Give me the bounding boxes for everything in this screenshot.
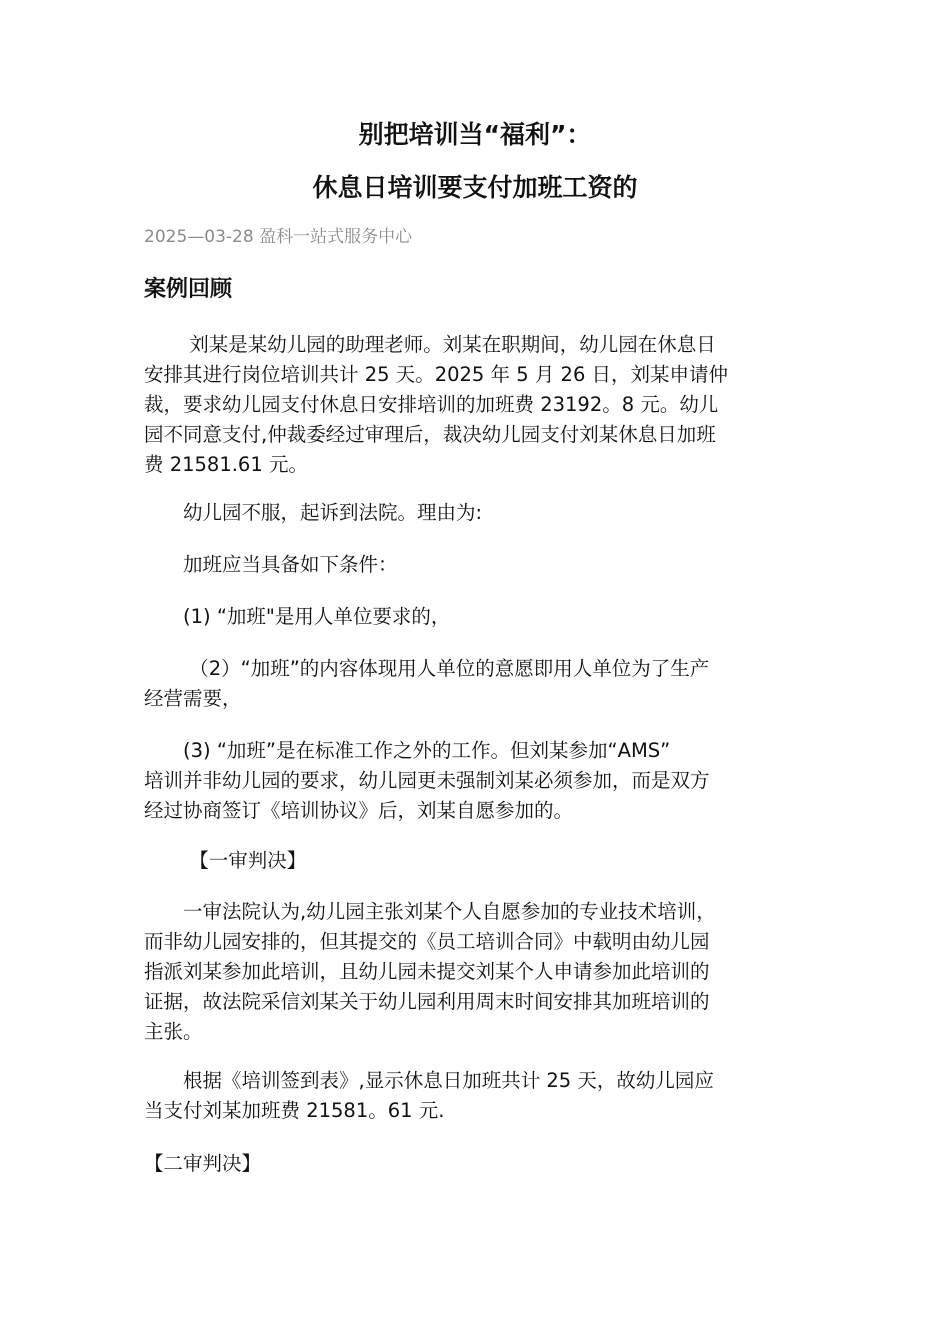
text-line: 根据《培训签到表》,显示休息日加班共计 25 天，故幼儿园应 (144, 1069, 714, 1092)
text-line: (1) “加班"是用人单位要求的， (144, 605, 451, 628)
text-line: 刘某是某幼儿园的助理老师。刘某在职期间，幼儿园在休息日 (144, 333, 716, 356)
text-line: 园不同意支付,仲裁委经过审理后，裁决幼儿园支付刘某休息日加班 (144, 423, 716, 446)
text-line: 经营需要， (144, 687, 242, 710)
heading-second-instance (144, 1149, 809, 1179)
text-line: 指派刘某参加此培训，且幼儿园未提交刘某个人申请参加此培训的 (144, 960, 710, 983)
text-line: 费 21581.61 元。 (144, 453, 308, 476)
text-line: 经过协商签订《培训协议》后，刘某自愿参加的。 (144, 799, 574, 822)
paragraph-condition-1 (144, 602, 809, 632)
paragraph-case-facts (144, 330, 809, 480)
title-line-1: 别把培训当“福利”： (358, 120, 592, 149)
text-line: 加班应当具备如下条件： (144, 553, 398, 576)
text-line: 培训并非幼儿园的要求，幼儿园更未强制刘某必须参加，而是双方 (144, 769, 710, 792)
text-line: 而非幼儿园安排的，但其提交的《员工培训合同》中载明由幼儿园 (144, 930, 710, 953)
text-line: 一审法院认为,幼儿园主张刘某个人自愿参加的专业技术培训， (144, 900, 716, 923)
text-line: 【一审判决】 (144, 849, 307, 872)
paragraph-first-instance-ruling (144, 897, 809, 1047)
text-line: 主张。 (144, 1020, 203, 1043)
title-line-2: 休息日培训要支付加班工资的 (312, 173, 638, 202)
paragraph-conditions-intro (144, 550, 809, 580)
text-line: 证据，故法院采信刘某关于幼儿园利用周末时间安排其加班培训的 (144, 990, 710, 1013)
paragraph-condition-2 (144, 654, 809, 714)
heading-first-instance (144, 846, 809, 876)
text-line: 当支付刘某加班费 21581。61 元. (144, 1099, 445, 1122)
paragraph-appeal (144, 498, 809, 528)
paragraph-condition-3 (144, 736, 809, 826)
text-line: （2）“加班”的内容体现用人单位的意愿即用人单位为了生产 (144, 657, 710, 680)
section-heading: 案例回顾 (144, 277, 233, 302)
text-line: 裁，要求幼儿园支付休息日安排培训的加班费 23192。8 元。幼儿 (144, 393, 719, 416)
text-line: 安排其进行岗位培训共计 25 天。2025 年 5 月 26 日，刘某申请仲 (144, 363, 729, 386)
text-line: (3) “加班”是在标准工作之外的工作。但刘某参加“AMS” (144, 739, 671, 762)
text-line: 【二审判决】 (144, 1152, 262, 1175)
paragraph-sign-in-sheet (144, 1066, 809, 1126)
date-source-line: 2025—03-28 盈科一站式服务中心 (144, 227, 413, 247)
text-line: 幼儿园不服，起诉到法院。理由为: (144, 501, 483, 524)
